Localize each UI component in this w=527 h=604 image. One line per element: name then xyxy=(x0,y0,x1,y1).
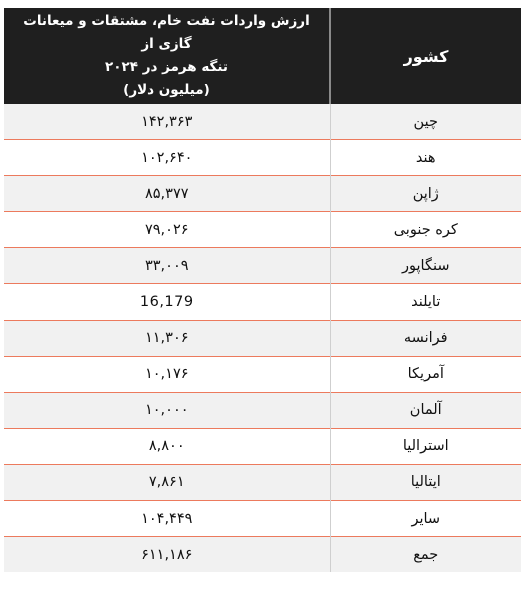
value-header-line-3: (میلیون دلار) xyxy=(123,82,210,98)
table-body xyxy=(4,104,521,572)
country-cell: استرالیا xyxy=(330,428,521,464)
value-cell: ۸,۸۰۰ xyxy=(4,428,330,464)
country-cell: ژاپن xyxy=(330,176,521,212)
table-row xyxy=(4,248,521,284)
total-label-cell: جمع xyxy=(330,537,521,573)
table-row xyxy=(4,501,521,537)
table-row xyxy=(4,104,521,140)
value-cell: ۷۹,۰۲۶ xyxy=(4,212,330,248)
value-cell: ۱۰,۰۰۰ xyxy=(4,392,330,428)
table-row xyxy=(4,464,521,500)
value-cell: ۱۴۲,۳۶۳ xyxy=(4,104,330,140)
value-cell: 16,179 xyxy=(4,284,330,320)
oil-imports-table xyxy=(4,8,521,572)
country-cell: آمریکا xyxy=(330,356,521,392)
country-cell: چین xyxy=(330,104,521,140)
table-row xyxy=(4,428,521,464)
country-cell: کره جنوبی xyxy=(330,212,521,248)
country-cell: فرانسه xyxy=(330,320,521,356)
table-row xyxy=(4,320,521,356)
table-row xyxy=(4,212,521,248)
country-cell: ایتالیا xyxy=(330,464,521,500)
total-row xyxy=(4,537,521,573)
value-header-line-2: تنگه هرمز در ۲۰۲۴ xyxy=(105,59,228,75)
table-row xyxy=(4,356,521,392)
value-cell: ۳۳,۰۰۹ xyxy=(4,248,330,284)
country-cell: سنگاپور xyxy=(330,248,521,284)
country-cell: هند xyxy=(330,140,521,176)
country-cell: سایر xyxy=(330,501,521,537)
table-row xyxy=(4,140,521,176)
table-header xyxy=(4,8,521,104)
value-cell: ۱۰,۱۷۶ xyxy=(4,356,330,392)
country-cell: تایلند xyxy=(330,284,521,320)
value-cell: ۸۵,۳۷۷ xyxy=(4,176,330,212)
total-value-cell: ۶۱۱,۱۸۶ xyxy=(4,537,330,573)
value-header-line-1: ارزش واردات نفت خام، مشتقات و میعانات گازی از xyxy=(23,13,310,52)
table-row xyxy=(4,284,521,320)
table-row xyxy=(4,176,521,212)
country-column-header: کشور xyxy=(330,8,521,104)
country-cell: آلمان xyxy=(330,392,521,428)
header-row xyxy=(4,8,521,104)
table-row xyxy=(4,392,521,428)
value-cell: ۷,۸۶۱ xyxy=(4,464,330,500)
value-column-header xyxy=(4,8,330,104)
value-cell: ۱۰۴,۴۴۹ xyxy=(4,501,330,537)
value-cell: ۱۱,۳۰۶ xyxy=(4,320,330,356)
value-cell: ۱۰۲,۶۴۰ xyxy=(4,140,330,176)
